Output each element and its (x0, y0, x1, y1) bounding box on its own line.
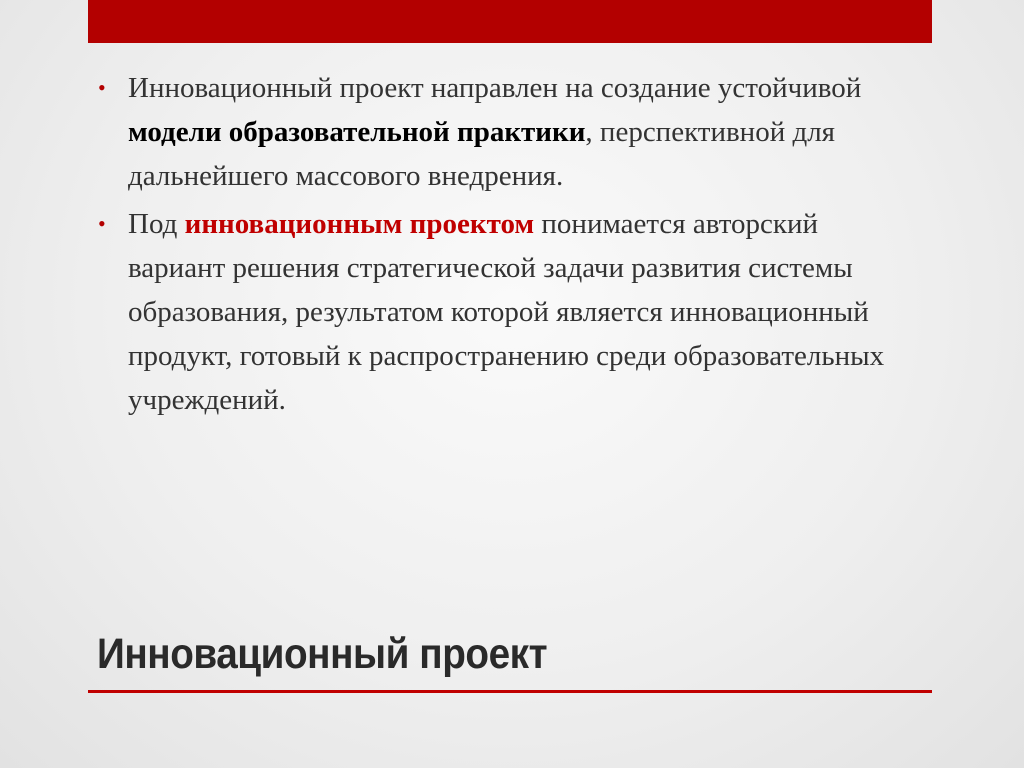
slide-title: Инновационный проект (97, 630, 548, 678)
bullet-icon: • (98, 75, 106, 100)
title-underline (88, 690, 932, 693)
bullet-1-text-after: , перспективной для дальнейшего массового внедрения. (128, 116, 836, 192)
bullet-icon: • (98, 211, 106, 236)
bullet-1-emphasis: модели образовательной практики (128, 116, 586, 148)
bullet-item-2 (98, 202, 918, 422)
bullet-2-text-after: понимается авторский вариант решения стратегической задачи развития системы образования, результатом которой является инновационный продукт, готовый к распространению среди образовательных учреждений. (128, 208, 885, 416)
bullet-2-text-before: Под (128, 208, 185, 240)
top-accent-bar (88, 0, 932, 43)
bullet-1-text-before: Инновационный проект направлен на создание устойчивой (128, 72, 862, 104)
bullet-2-emphasis: инновационным проектом (184, 208, 535, 240)
slide-content (98, 66, 918, 426)
bullet-item-1 (98, 66, 918, 198)
